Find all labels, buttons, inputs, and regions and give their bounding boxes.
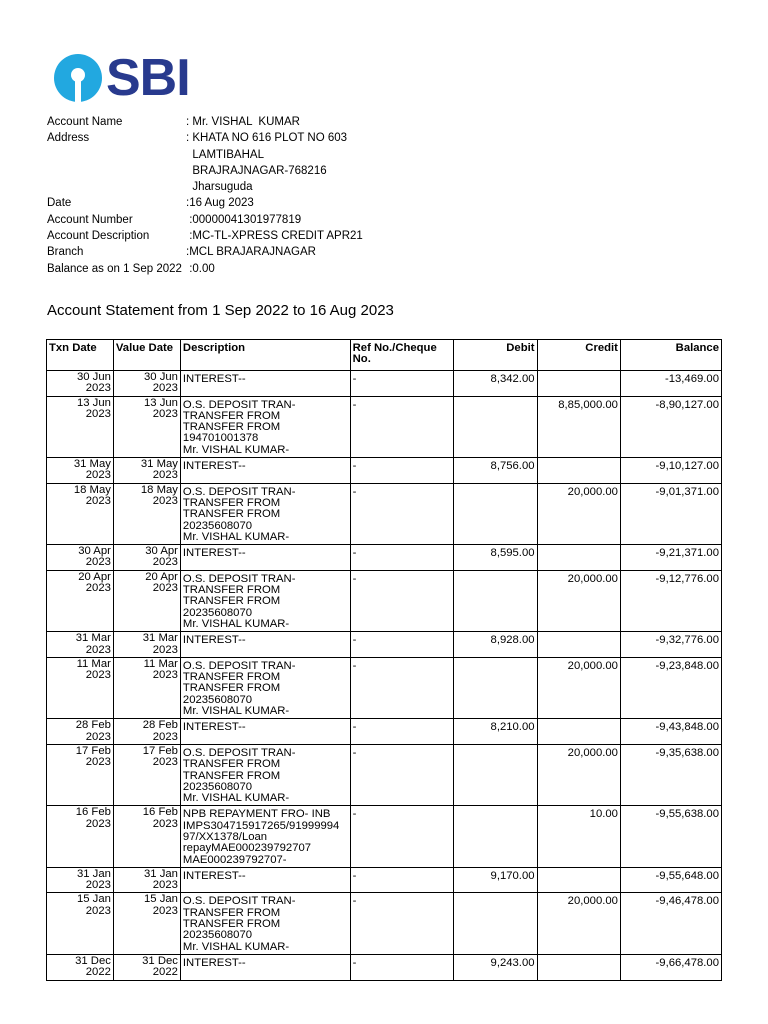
debit-cell [453,396,537,457]
balance-cell: -9,55,648.00 [620,867,721,893]
description-cell [180,806,350,867]
account-info-row [47,195,363,211]
txn-date-cell [47,632,114,658]
desc-line: TRANSFER FROM [182,595,281,608]
account-info-label [47,163,186,179]
table-row [47,954,722,980]
account-info-label: Address [47,132,90,145]
ref-no-cell: - [350,806,453,867]
table-row [47,719,722,745]
txn-date-cell [47,545,114,571]
desc-line: 20235608070 [182,929,253,942]
desc-line: 20235608070 [182,693,253,706]
account-info-value: :MCL BRAJARAJNAGAR [186,246,316,259]
value-line: 28 Feb [142,719,178,732]
ref-no-cell: - [350,632,453,658]
account-info-label: Date [47,197,72,210]
debit-cell [453,893,537,954]
value-line: 30 Jun [143,371,178,383]
header-ref-no: Ref No./Cheque No. [350,340,453,371]
description-cell [180,893,350,954]
txn-date-cell [47,806,114,867]
txn-line: 2023 [85,817,111,830]
sbi-logo [54,49,190,107]
account-info-row [47,261,363,277]
value-date-cell [113,545,180,571]
desc-line: repayMAE000239792707 [182,842,312,855]
description-cell [180,657,350,718]
balance-cell: -9,23,848.00 [620,657,721,718]
debit-cell: 8,595.00 [453,545,537,571]
desc-line: TRANSFER FROM [182,409,281,422]
account-info-value: :0.00 [186,262,215,275]
account-info-value: : Mr. VISHAL KUMAR [186,116,300,128]
credit-cell: 20,000.00 [537,657,620,718]
desc-line: Mr. VISHAL KUMAR- [182,617,290,630]
txn-line: 31 Jan [76,867,111,880]
account-info-row [47,179,363,195]
account-info [47,114,363,277]
value-date-cell [113,570,180,631]
balance-cell: -9,43,848.00 [620,719,721,745]
debit-cell: 9,243.00 [453,954,537,980]
value-line: 17 Feb [142,744,178,757]
ref-no-cell: - [350,719,453,745]
desc-line: Mr. VISHAL KUMAR- [182,940,290,953]
value-line: 30 Apr [145,545,178,558]
desc-line: INTEREST-- [182,634,246,647]
description-cell [180,458,350,484]
credit-cell [537,458,620,484]
txn-line: 30 Jun [76,371,111,383]
txn-date-cell [47,893,114,954]
table-header-row [47,340,722,371]
txn-line: 31 May [73,458,111,471]
txn-date-cell [47,570,114,631]
value-line: 2023 [152,879,178,892]
value-line: 31 May [140,458,178,471]
txn-line: 2023 [85,469,111,482]
sbi-logo-text: SBI [106,49,190,107]
balance-cell: -9,12,776.00 [620,570,721,631]
ref-no-cell: - [350,657,453,718]
desc-line: O.S. DEPOSIT TRAN- [182,572,296,585]
credit-cell [537,371,620,397]
account-info-row [47,130,363,146]
account-info-label: Account Number [47,213,133,226]
account-info-label [47,147,186,163]
debit-cell: 9,170.00 [453,867,537,893]
ref-no-cell: - [350,893,453,954]
txn-line: 31 Mar [75,632,111,645]
debit-cell: 8,210.00 [453,719,537,745]
table-row [47,483,722,544]
value-line: 2023 [152,817,178,830]
value-line: 2023 [152,407,178,420]
account-info-value: BRAJRAJNAGAR-768216 [186,164,327,177]
desc-line: TRANSFER FROM [182,584,281,597]
desc-line: INTEREST-- [182,547,246,560]
desc-line: INTEREST-- [182,373,246,385]
txn-line: 2023 [85,556,111,569]
header-debit: Debit [453,340,537,371]
value-line: 15 Jan [143,893,178,906]
txn-line: 13 Jun [76,396,111,409]
debit-cell [453,657,537,718]
account-info-value: Jharsuguda [186,181,253,194]
desc-line: 20235608070 [182,780,253,793]
value-line: 2023 [152,730,178,743]
account-info-row [47,147,363,163]
txn-line: 28 Feb [75,719,111,732]
account-info-row [47,212,363,228]
desc-line: Mr. VISHAL KUMAR- [182,705,290,718]
txn-line: 2023 [85,382,111,395]
description-cell [180,954,350,980]
value-date-cell [113,893,180,954]
txn-date-cell [47,719,114,745]
account-info-label: Balance as on 1 Sep 2022 [47,262,182,275]
description-cell [180,396,350,457]
header-credit: Credit [537,340,620,371]
value-date-cell [113,954,180,980]
credit-cell: 8,85,000.00 [537,396,620,457]
credit-cell: 20,000.00 [537,570,620,631]
table-row [47,458,722,484]
credit-cell: 20,000.00 [537,893,620,954]
txn-line: 30 Apr [78,545,111,558]
desc-line: Mr. VISHAL KUMAR- [182,443,290,456]
value-line: 18 May [140,483,178,496]
txn-line: 11 Mar [76,657,111,670]
account-info-row [47,114,363,130]
description-cell [180,570,350,631]
txn-date-cell [47,954,114,980]
desc-line: TRANSFER FROM [182,496,281,509]
txn-line: 2022 [85,966,111,979]
txn-line: 2023 [85,669,111,682]
header-description: Description [180,340,350,371]
desc-line: Mr. VISHAL KUMAR- [182,530,290,543]
value-line: 2023 [152,756,178,769]
txn-line: 2023 [85,879,111,892]
table-row [47,806,722,867]
ref-no-cell: - [350,396,453,457]
desc-line: O.S. DEPOSIT TRAN- [182,485,296,498]
ref-no-cell: - [350,483,453,544]
value-line: 2022 [152,966,178,979]
txn-line: 16 Feb [75,806,111,819]
credit-cell [537,545,620,571]
balance-cell: -9,32,776.00 [620,632,721,658]
debit-cell: 8,756.00 [453,458,537,484]
account-info-label [47,179,186,195]
txn-line: 2023 [85,494,111,507]
desc-line: NPB REPAYMENT FRO- INB [182,808,331,821]
credit-cell: 20,000.00 [537,744,620,805]
table-row [47,893,722,954]
value-date-cell [113,458,180,484]
table-row [47,867,722,893]
desc-line: O.S. DEPOSIT TRAN- [182,398,296,411]
debit-cell [453,744,537,805]
sbi-logo-icon [54,54,102,102]
desc-line: TRANSFER FROM [182,918,281,931]
desc-line: TRANSFER FROM [182,906,281,919]
balance-cell: -9,46,478.00 [620,893,721,954]
ref-no-cell: - [350,954,453,980]
desc-line: O.S. DEPOSIT TRAN- [182,659,296,672]
ref-no-cell: - [350,545,453,571]
value-line: 11 Mar [143,657,178,670]
txn-line: 18 May [73,483,111,496]
value-line: 31 Mar [142,632,178,645]
value-date-cell [113,719,180,745]
header-value-date: Value Date [113,340,180,371]
account-info-row [47,163,363,179]
debit-cell: 8,342.00 [453,371,537,397]
value-line: 2023 [152,904,178,917]
ref-no-cell: - [350,744,453,805]
debit-cell: 8,928.00 [453,632,537,658]
value-line: 2023 [152,556,178,569]
description-cell [180,371,350,397]
account-info-value: : KHATA NO 616 PLOT NO 603 [186,132,348,145]
account-info-label: Branch [47,246,84,259]
value-date-cell [113,657,180,718]
balance-cell: -8,90,127.00 [620,396,721,457]
credit-cell: 10.00 [537,806,620,867]
credit-cell: 20,000.00 [537,483,620,544]
desc-line: TRANSFER FROM [182,421,281,434]
value-date-cell [113,632,180,658]
value-line: 16 Feb [142,806,178,819]
credit-cell [537,632,620,658]
table-row [47,545,722,571]
description-cell [180,744,350,805]
desc-line: IMPS304715917265/91999994 [182,819,340,832]
value-line: 2023 [152,669,178,682]
value-line: 2023 [152,469,178,482]
desc-line: MAE000239792707- [182,853,287,866]
account-info-value: :MC-TL-XPRESS CREDIT APR21 [186,230,363,243]
transactions-table [46,339,722,981]
value-line: 31 Dec [142,954,178,967]
description-cell [180,632,350,658]
value-line: 2023 [152,494,178,507]
desc-line: TRANSFER FROM [182,682,281,695]
credit-cell [537,719,620,745]
desc-line: 194701001378 [182,432,259,445]
credit-cell [537,867,620,893]
table-row [47,570,722,631]
desc-line: O.S. DEPOSIT TRAN- [182,895,296,908]
balance-cell: -9,01,371.00 [620,483,721,544]
balance-cell: -9,66,478.00 [620,954,721,980]
txn-line: 2023 [85,407,111,420]
account-info-value: :00000041301977819 [186,213,302,226]
table-row [47,657,722,718]
txn-date-cell [47,867,114,893]
desc-line: TRANSFER FROM [182,758,281,771]
txn-line: 2023 [85,730,111,743]
value-line: 13 Jun [143,396,178,409]
table-row [47,632,722,658]
txn-date-cell [47,744,114,805]
balance-cell: -9,21,371.00 [620,545,721,571]
description-cell [180,867,350,893]
value-line: 2023 [152,643,178,656]
txn-date-cell [47,458,114,484]
balance-cell: -9,35,638.00 [620,744,721,805]
value-date-cell [113,483,180,544]
txn-date-cell [47,483,114,544]
desc-line: Mr. VISHAL KUMAR- [182,792,290,805]
desc-line: O.S. DEPOSIT TRAN- [182,746,296,759]
header-txn-date: Txn Date [47,340,114,371]
txn-date-cell [47,657,114,718]
statement-title: Account Statement from 1 Sep 2022 to 16 Aug 2023 [47,302,394,319]
ref-no-cell: - [350,570,453,631]
desc-line: 20235608070 [182,519,253,532]
balance-cell: -9,10,127.00 [620,458,721,484]
debit-cell [453,570,537,631]
txn-line: 2023 [85,904,111,917]
value-date-cell [113,371,180,397]
account-info-label: Account Description [47,230,150,243]
description-cell [180,545,350,571]
desc-line: INTEREST-- [182,956,246,969]
txn-line: 2023 [85,756,111,769]
desc-line: 20235608070 [182,606,253,619]
balance-cell: -13,469.00 [620,371,721,397]
txn-line: 2023 [85,582,111,595]
debit-cell [453,806,537,867]
ref-no-cell: - [350,458,453,484]
value-date-cell [113,806,180,867]
value-date-cell [113,744,180,805]
balance-cell: -9,55,638.00 [620,806,721,867]
value-line: 31 Jan [143,867,178,880]
account-info-row [47,228,363,244]
description-cell [180,719,350,745]
value-line: 2023 [152,382,178,395]
account-info-label: Account Name [47,116,123,128]
account-info-value: LAMTIBAHAL [186,148,264,161]
account-info-row [47,244,363,260]
desc-line: INTEREST-- [182,721,246,734]
txn-line: 17 Feb [75,744,111,757]
table-row [47,371,722,397]
desc-line: TRANSFER FROM [182,671,281,684]
ref-no-cell: - [350,867,453,893]
table-row [47,744,722,805]
debit-cell [453,483,537,544]
txn-date-cell [47,371,114,397]
value-date-cell [113,396,180,457]
desc-line: TRANSFER FROM [182,508,281,521]
desc-line: INTEREST-- [182,460,246,473]
table-row [47,396,722,457]
description-cell [180,483,350,544]
desc-line: TRANSFER FROM [182,769,281,782]
ref-no-cell: - [350,371,453,397]
txn-line: 31 Dec [75,954,111,967]
value-date-cell [113,867,180,893]
value-line: 2023 [152,582,178,595]
txn-line: 2023 [85,643,111,656]
txn-line: 20 Apr [78,570,111,583]
desc-line: INTEREST-- [182,869,246,882]
txn-line: 15 Jan [76,893,111,906]
value-line: 20 Apr [145,570,178,583]
header-balance: Balance [620,340,721,371]
txn-date-cell [47,396,114,457]
desc-line: 97/XX1378/Loan [182,830,268,843]
account-info-value: :16 Aug 2023 [186,197,254,210]
credit-cell [537,954,620,980]
